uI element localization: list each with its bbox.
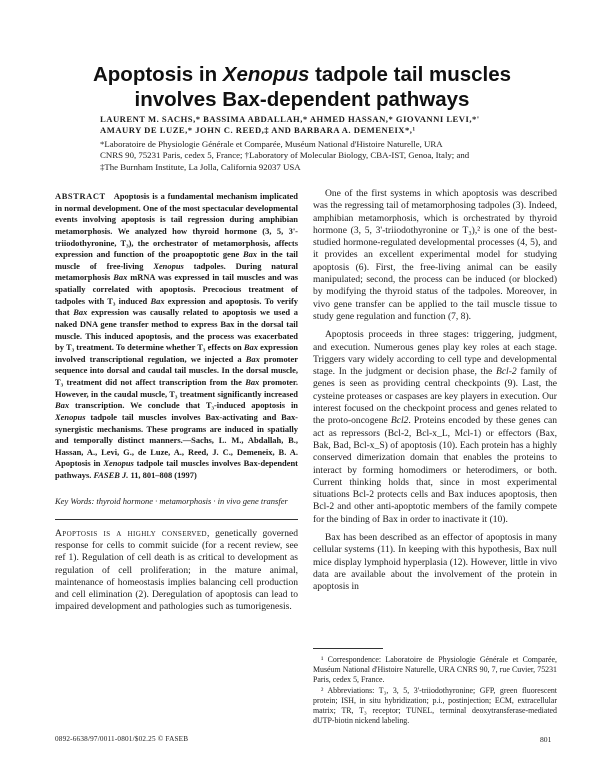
footnotes [313,655,557,728]
copyright-line: 0892-6638/97/0011-0801/$02.25 © FASEB [55,735,189,743]
right-column [313,188,557,594]
affiliation-line: CNRS 90, 75231 Paris, cedex 5, France; †Laboratory of Molecular Biology, CBA-IST, Genoa, Italy; and [100,150,470,161]
title-species: Xenopus [222,63,310,86]
body-paragraph: Bax has been described as an effector of apoptosis in many cellular systems (11). In keeping with this hypothesis, Bax null mice display lymphoid hyperplasia (12). However, little in vivo data are available about the involvement of the protein in apoptosis in [313,532,557,593]
abstract-label: ABSTRACT [55,191,106,201]
author-line: AMAURY DE LUZE,* JOHN C. REED,‡ AND BARBARA A. DEMENEIX*,¹ [100,125,416,135]
author-line: LAURENT M. SACHS,* BASSIMA ABDALLAH,* AHMED HASSAN,* GIOVANNI LEVI,*' [100,114,480,124]
intro-lead: Apoptosis is a highly conserved, [55,527,210,539]
keywords: Key Words: thyroid hormone · metamorphosis · in vivo gene transfer [55,495,288,506]
title-text: Apoptosis in [92,63,223,86]
article-title [52,62,552,112]
body-paragraph: One of the first systems in which apoptosis was described was the regressing tail of metamorphosing tadpoles (3). Indeed, amphibian metamorphosis, which is orchestrated by thyroid hormone (3, 5, 3'-triiodothyronine or T₃),² is one of the best-studied hormone-regulated developmental processes (4, 5), and it provides an excellent experimental model for studying apoptosis (6). First, the free-living animal can be easily manipulated; second, the process can be induced (or blocked) by modifying the thyroid status of the tadpoles. Moreover, in vivo gene transfer can be applied to the tail muscle tissue to study gene regulation and function (7, 8). [313,188,557,322]
left-column [55,191,298,614]
body-paragraph: Apoptosis proceeds in three stages: triggering, judgment, and execution. Numerous genes play key roles at each stage. Triggers vary widely according to cell type and developmental stage. In the judgment or decision phase, the Bcl-2 family of genes is seen as providing central checkpoints (9). Last, the cysteine proteases or caspases are key players in execution. Our interest focused on the checkpoint process and genes related to the proto-oncogene Bcl2. Proteins encoded by these genes can act as repressors (Bcl-2, Bcl-x_L, Mcl-1) or effectors (Bax, Bak, Bad, Bcl-x_S) of apoptosis (10). Each protein has a highly conserved dimerization domain that enables the proteins to interact by forming homodimers or heterodimers, or both. Current thinking holds that, since in most experimental situations Bcl-2 protects cells and Bax induces apoptosis, then Bcl-2 and other anti-apoptotic members of the family compete for the binding of Bax in order to inactivate it (10). [313,329,557,525]
affiliations [100,139,550,173]
affiliation-line: *Laboratoire de Physiologie Générale et Comparée, Muséum National d'Histoire Naturelle, URA [100,139,443,149]
footnote-divider [313,648,383,649]
abstract: ABSTRACT Apoptosis is a fundamental mechanism implicated in normal development. One of the most spectacular developmental events involving apoptosis is tail regression during amphibian metamorphosis. We analyzed how thyroid hormone (3, 5, 3'-triiodothyronine, T₃), the orchestrator of metamorphosis, affects expression and function of the proapoptotic gene Bax in the tail muscle of free-living Xenopus tadpoles. During natural metamorphosis Bax mRNA was expressed in tail muscles and was spatially correlated with apoptosis. Precocious treatment of tadpoles with T₃ induced Bax expression and apoptosis. To verify that Bax expression was causally related to apoptosis we used a naked DNA gene transfer method to express Bax in the dorsal tail muscle. This induced apoptosis, and the process was exacerbated by T₃ treatment. To determine whether T₃ effects on Bax expression involved transcriptional regulation, we injected a Bax promoter sequence into dorsal and caudal tail muscles. In the dorsal muscle, T₃ treatment did not affect transcription from the Bax promoter. However, in the caudal muscle, T₃ treatment significantly increased Bax transcription. We conclude that T₃-induced apoptosis in Xenopus tadpole tail muscles involves Bax-activating and Bax-synergistic mechanisms. These programs are induced in spatially and temporally distinct manners.—Sachs, L. M., Abdallah, B., Hassan, A., Levi, G., de Luze, A., Reed, J. C., Demeneix, B. A. Apoptosis in Xenopus tadpole tail muscles involves Bax-dependent pathways. FASEB J. 11, 801–808 (1997) [55,191,299,480]
intro-text: genetically governed response for cells to commit suicide (for a recent review, see ref 1). Regulation of cell death is as critical to development as regulation of cell proliferation; in the mature animal, maintenance of homeostasis implies balancing cell production and cell elimination (2). Deregulation of apoptosis can lead to impaired development and pathologies such as tumorigenesis. [55,527,298,613]
title-text-end: tadpole tail muscles involves Bax-dependent pathways [134,63,512,111]
intro-paragraph [55,528,298,614]
footnote: ¹ Correspondence: Laboratoire de Physiologie Générale et Comparée, Muséum National d'Histoire Naturelle, URA CNRS 90, 7, rue Cuvier, 75231 Paris, cedex 5, France. [313,655,557,684]
footnote: ² Abbreviations: T₃, 3, 5, 3'-triiodothyronine; GFP, green fluorescent protein; ISH, in situ hybridization; p.i., postinjection; ECM, extracellular matrix; TR, T₃ receptor; TUNEL, terminal deoxytransferase-mediated dUTP-biotin nickend labeling. [313,686,557,725]
page-number: 801 [540,735,552,744]
divider [55,519,298,520]
affiliation-line: ‡The Burnham Institute, La Jolla, California 92037 USA [100,161,301,172]
author-list [100,114,550,136]
